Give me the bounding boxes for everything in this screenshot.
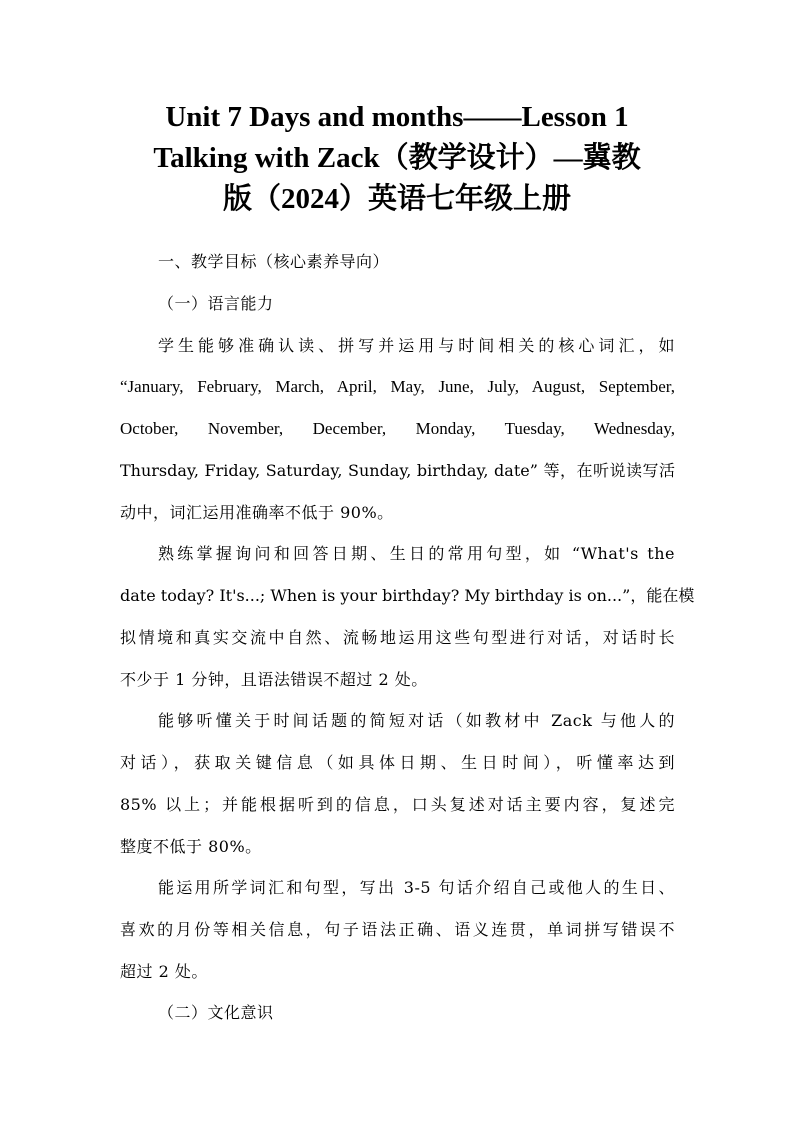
paragraph-line: Thursday, Friday, Saturday, Sunday, birthday, date” 等，在听说读写活 [120,461,675,480]
paragraph-line: date today? It's...; When is your birthday? My birthday is on...”，能在模 [120,586,695,605]
document-title [100,97,694,220]
subsection-heading-language: （一）语言能力 [158,294,274,313]
paragraph-line: 整度不低于 80%。 [120,837,262,856]
section-heading-objectives: 一、教学目标（核心素养导向） [158,252,390,271]
title-line-2: Talking with Zack（教学设计）—冀教 [153,142,641,174]
paragraph-line: October, November, December, Monday, Tuesday, Wednesday, [120,419,675,438]
paragraph-line: 不少于 1 分钟，且语法错误不超过 2 处。 [120,670,428,689]
paragraph-line: 对话），获取关键信息（如具体日期、生日时间），听懂率达到 [120,753,675,772]
paragraph-line: 能运用所学词汇和句型，写出 3-5 句话介绍自己或他人的生日、 [158,878,675,897]
paragraph-line: 喜欢的月份等相关信息，句子语法正确、语义连贯，单词拼写错误不 [120,920,675,939]
paragraph-line: 熟练掌握询问和回答日期、生日的常用句型，如 “What's the [158,544,675,563]
title-line-3: 版（2024）英语七年级上册 [222,183,571,215]
paragraph-line: 85% 以上；并能根据听到的信息，口头复述对话主要内容，复述完 [120,795,675,814]
title-line-1: Unit 7 Days and months——Lesson 1 [165,101,629,133]
subsection-heading-culture: （二）文化意识 [158,1003,274,1022]
paragraph-line: 动中，词汇运用准确率不低于 90%。 [120,503,394,522]
paragraph-line: 超过 2 处。 [120,962,208,981]
paragraph-line: 拟情境和真实交流中自然、流畅地运用这些句型进行对话，对话时长 [120,628,675,647]
paragraph-line: 能够听懂关于时间话题的简短对话（如教材中 Zack 与他人的 [158,711,675,730]
paragraph-line: 学生能够准确认读、拼写并运用与时间相关的核心词汇，如 [158,336,675,355]
paragraph-line: “January, February, March, April, May, June, July, August, September, [120,377,675,396]
